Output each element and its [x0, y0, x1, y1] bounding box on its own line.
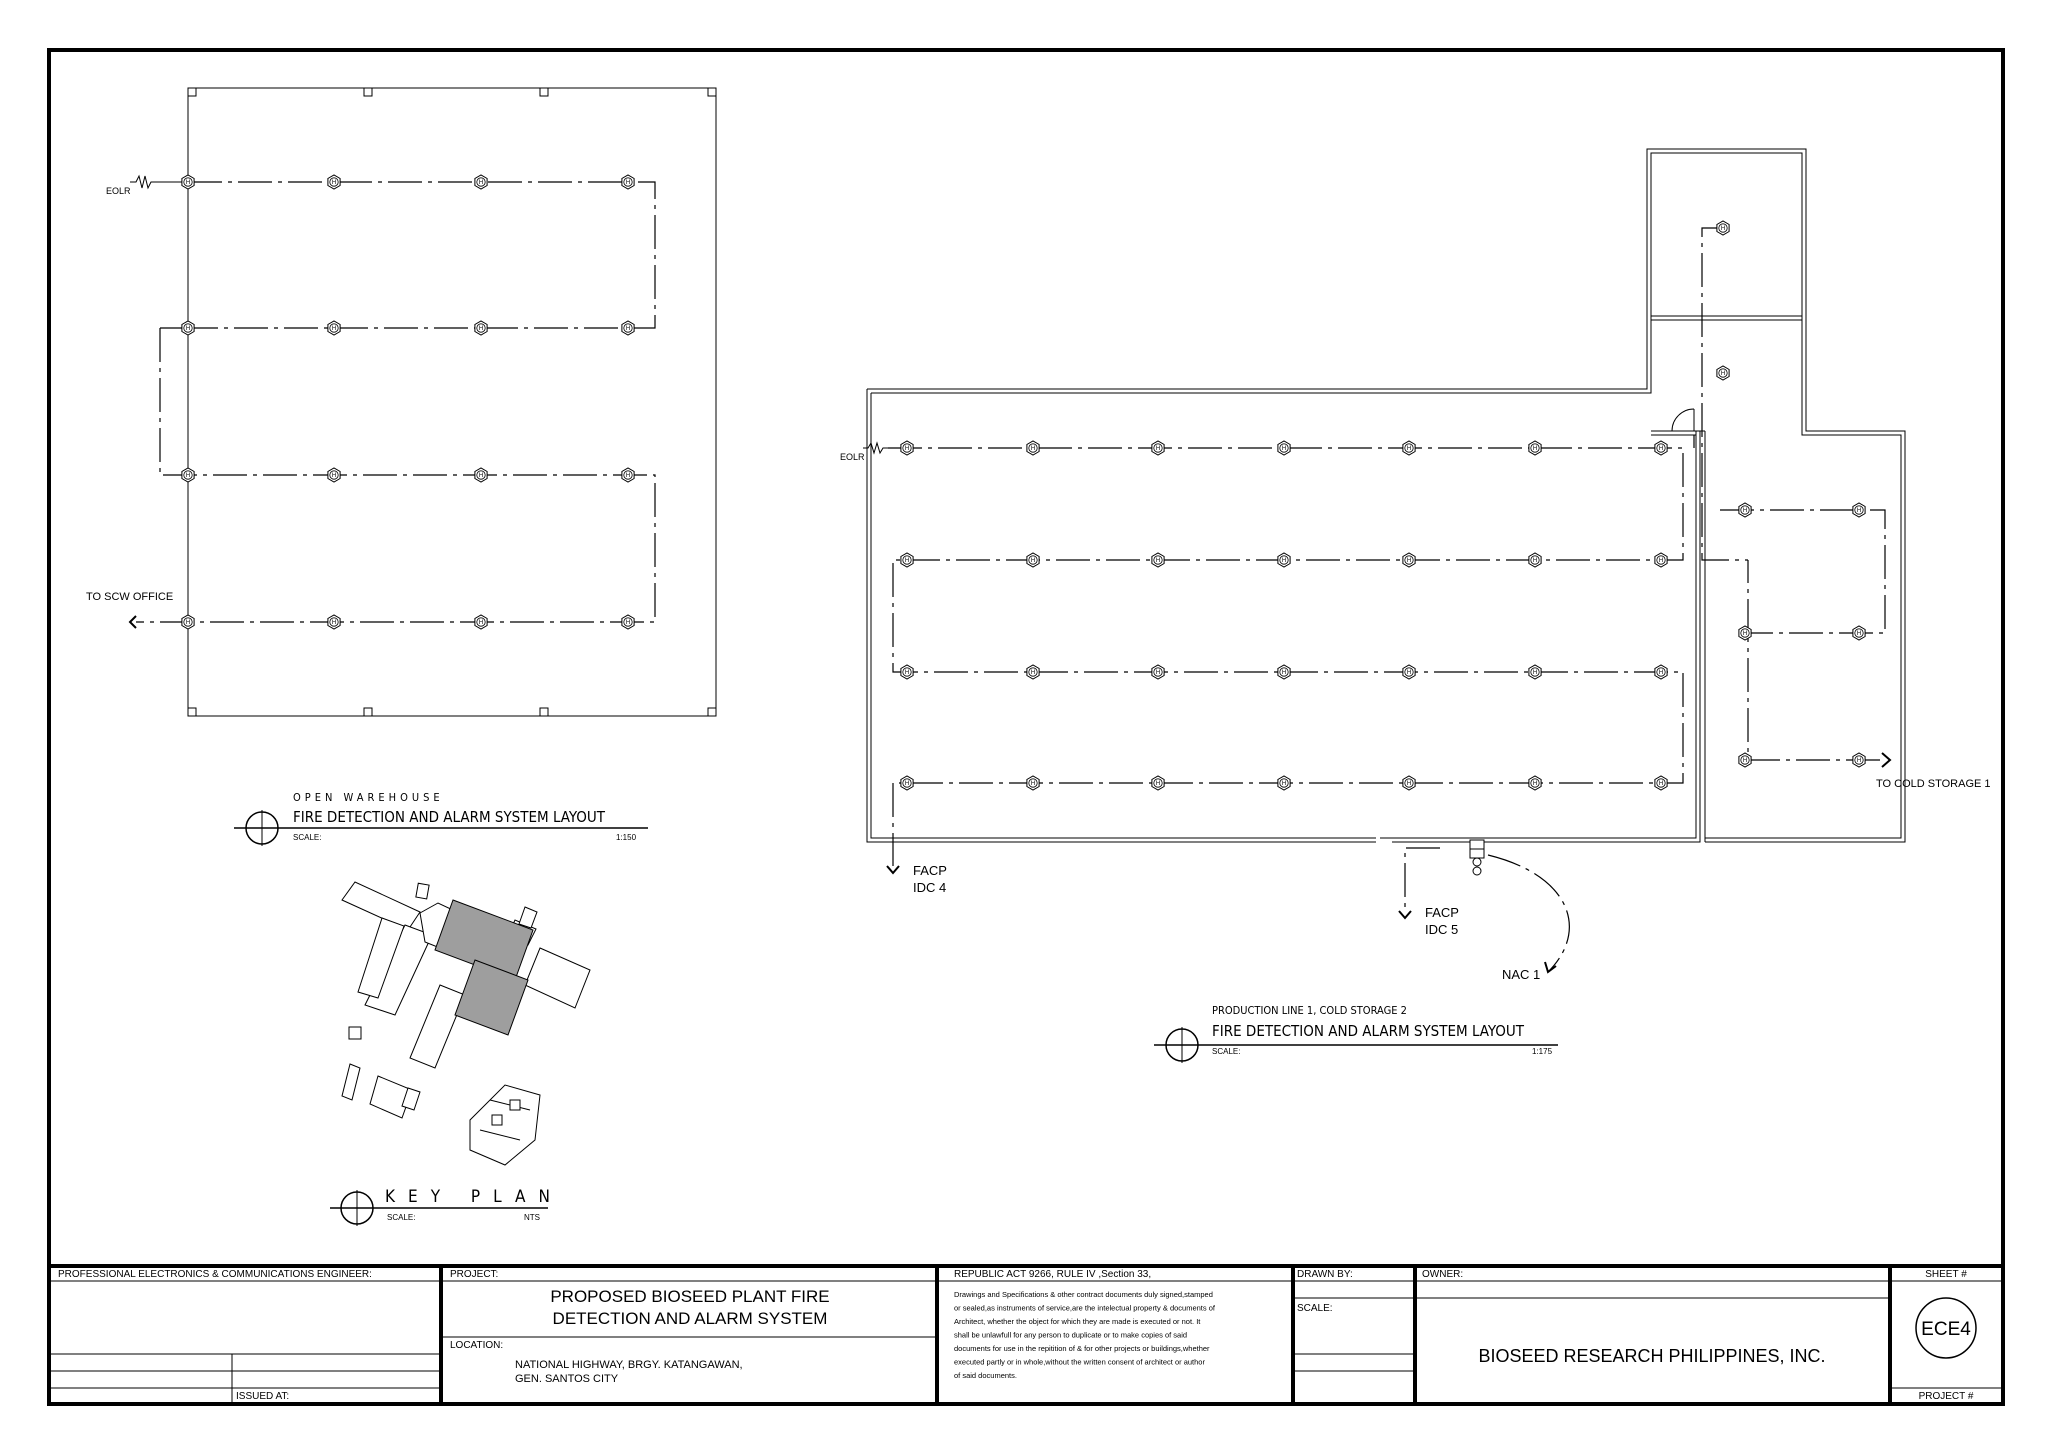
svg-text:H: H	[1856, 631, 1862, 638]
production-detectors	[901, 221, 1865, 790]
svg-text:H: H	[904, 558, 910, 565]
facp-idc4-line1: FACP	[913, 863, 947, 878]
smoke-detector-icon	[901, 553, 913, 567]
svg-text:H: H	[625, 326, 631, 333]
key-plan	[342, 882, 590, 1165]
svg-text:H: H	[185, 473, 191, 480]
facp-idc5-line2: IDC 5	[1425, 922, 1459, 937]
svg-text:H: H	[478, 180, 484, 187]
smoke-detector-icon	[1655, 776, 1667, 790]
nac-arrow	[1545, 962, 1556, 972]
smoke-detector-icon	[1853, 753, 1865, 767]
project-number-label: PROJECT #	[1918, 1391, 1974, 1402]
drawn-by-label: DRAWN BY:	[1297, 1269, 1353, 1280]
svg-text:H: H	[331, 326, 337, 333]
svg-text:H: H	[1658, 558, 1664, 565]
smoke-detector-icon	[182, 615, 194, 629]
svg-text:H: H	[478, 326, 484, 333]
smoke-detector-icon	[622, 321, 634, 335]
svg-text:H: H	[1030, 781, 1036, 788]
smoke-detector-icon	[1027, 776, 1039, 790]
warehouse-detectors	[182, 175, 634, 629]
svg-text:H: H	[904, 781, 910, 788]
location-line2: GEN. SANTOS CITY	[515, 1373, 619, 1385]
svg-text:H: H	[1742, 631, 1748, 638]
svg-text:H: H	[1281, 446, 1287, 453]
smoke-detector-icon	[1403, 776, 1415, 790]
smoke-detector-icon	[475, 175, 487, 189]
warehouse-title-main: FIRE DETECTION AND ALARM SYSTEM LAYOUT	[293, 808, 606, 826]
svg-text:H: H	[1406, 446, 1412, 453]
republic-act-line: Architect, whether the object for which they are made is executed or not. It	[954, 1317, 1201, 1326]
cold-storage-arrow	[1882, 753, 1890, 767]
smoke-detector-icon	[1717, 221, 1729, 235]
svg-text:H: H	[625, 473, 631, 480]
warehouse-eolr-label: EOLR	[106, 186, 131, 196]
engineer-label: PROFESSIONAL ELECTRONICS & COMMUNICATIONS ENGINEER:	[58, 1269, 372, 1280]
smoke-detector-icon	[328, 321, 340, 335]
facp-idc5-line1: FACP	[1425, 905, 1459, 920]
svg-text:H: H	[1281, 781, 1287, 788]
issued-at-label: ISSUED AT:	[236, 1391, 290, 1402]
warehouse-title-top: OPEN WAREHOUSE	[293, 791, 444, 804]
nac-label: NAC 1	[1502, 967, 1541, 982]
svg-text:H: H	[1155, 446, 1161, 453]
svg-text:H: H	[1720, 226, 1726, 233]
svg-text:H: H	[331, 473, 337, 480]
production-wiring	[888, 228, 1885, 910]
smoke-detector-icon	[182, 468, 194, 482]
smoke-detector-icon	[622, 175, 634, 189]
scale-label: SCALE:	[1297, 1303, 1333, 1314]
svg-text:H: H	[185, 326, 191, 333]
key-plan-title: KEY PLAN	[385, 1187, 563, 1207]
svg-text:H: H	[1155, 670, 1161, 677]
smoke-detector-icon	[1152, 441, 1164, 455]
svg-text:H: H	[331, 620, 337, 627]
smoke-detector-icon	[1717, 366, 1729, 380]
svg-text:H: H	[478, 620, 484, 627]
smoke-detector-icon	[475, 321, 487, 335]
svg-text:H: H	[1742, 758, 1748, 765]
production-scale-value: 1:175	[1532, 1047, 1553, 1056]
production-title-top: PRODUCTION LINE 1, COLD STORAGE 2	[1212, 1004, 1407, 1017]
production-plan	[867, 149, 1905, 842]
idc4-arrow	[887, 866, 899, 873]
smoke-detector-icon	[901, 776, 913, 790]
smoke-detector-icon	[1655, 553, 1667, 567]
smoke-detector-icon	[1403, 441, 1415, 455]
svg-text:H: H	[1658, 781, 1664, 788]
svg-text:H: H	[185, 180, 191, 187]
facp-panel	[1470, 840, 1484, 875]
smoke-detector-icon	[622, 615, 634, 629]
svg-text:H: H	[904, 446, 910, 453]
warehouse-scale-label: SCALE:	[293, 833, 322, 842]
svg-text:H: H	[1532, 558, 1538, 565]
republic-act-heading: REPUBLIC ACT 9266, RULE IV ,Section 33,	[954, 1269, 1152, 1280]
smoke-detector-icon	[1278, 441, 1290, 455]
key-plan-scale-value: NTS	[524, 1213, 540, 1222]
nac-circuit	[1488, 855, 1569, 972]
svg-text:H: H	[1658, 670, 1664, 677]
smoke-detector-icon	[182, 321, 194, 335]
to-office-arrow	[130, 616, 136, 628]
republic-act-line: of said documents.	[954, 1371, 1017, 1380]
idc5-arrow	[1399, 911, 1411, 918]
smoke-detector-icon	[1152, 776, 1164, 790]
svg-text:H: H	[1532, 446, 1538, 453]
smoke-detector-icon	[1152, 665, 1164, 679]
to-cold-storage-label: TO COLD STORAGE 1	[1876, 778, 1991, 790]
svg-text:H: H	[1281, 670, 1287, 677]
smoke-detector-icon	[1278, 665, 1290, 679]
smoke-detector-icon	[1739, 753, 1751, 767]
smoke-detector-icon	[901, 665, 913, 679]
owner-label: OWNER:	[1422, 1269, 1464, 1280]
svg-text:H: H	[478, 473, 484, 480]
key-plan-scale-label: SCALE:	[387, 1213, 416, 1222]
smoke-detector-icon	[1739, 503, 1751, 517]
smoke-detector-icon	[475, 615, 487, 629]
svg-text:H: H	[1742, 508, 1748, 515]
smoke-detector-icon	[1853, 503, 1865, 517]
owner-name: BIOSEED RESEARCH PHILIPPINES, INC.	[1478, 1346, 1826, 1366]
republic-act-line: shall be unlawfull for any person to duplicate or to make copies of said	[954, 1330, 1188, 1340]
warehouse-scale-value: 1:150	[616, 833, 637, 842]
location-line1: NATIONAL HIGHWAY, BRGY. KATANGAWAN,	[515, 1359, 743, 1371]
project-label: PROJECT:	[450, 1269, 499, 1280]
svg-text:H: H	[1532, 781, 1538, 788]
svg-text:H: H	[1030, 670, 1036, 677]
svg-text:H: H	[1856, 758, 1862, 765]
svg-text:H: H	[1030, 446, 1036, 453]
production-scale-label: SCALE:	[1212, 1047, 1241, 1056]
svg-text:H: H	[1658, 446, 1664, 453]
svg-text:H: H	[904, 670, 910, 677]
svg-text:H: H	[1856, 508, 1862, 515]
smoke-detector-icon	[1529, 776, 1541, 790]
smoke-detector-icon	[328, 615, 340, 629]
sheet-label: SHEET #	[1925, 1269, 1967, 1280]
smoke-detector-icon	[622, 468, 634, 482]
location-label: LOCATION:	[450, 1340, 504, 1351]
warehouse-wiring	[136, 182, 655, 622]
warehouse-plan	[86, 88, 716, 846]
smoke-detector-icon	[1403, 665, 1415, 679]
republic-act-line: executed partly or in whole,without the written consent of architect or author	[954, 1357, 1205, 1367]
svg-text:H: H	[1155, 781, 1161, 788]
svg-text:H: H	[625, 180, 631, 187]
project-title-line1: PROPOSED BIOSEED PLANT FIRE	[550, 1287, 830, 1306]
smoke-detector-icon	[1853, 626, 1865, 640]
smoke-detector-icon	[182, 175, 194, 189]
svg-text:H: H	[1406, 558, 1412, 565]
smoke-detector-icon	[1655, 441, 1667, 455]
svg-text:H: H	[1406, 670, 1412, 677]
smoke-detector-icon	[1027, 665, 1039, 679]
smoke-detector-icon	[1027, 553, 1039, 567]
smoke-detector-icon	[1278, 553, 1290, 567]
svg-text:H: H	[1030, 558, 1036, 565]
smoke-detector-icon	[1027, 441, 1039, 455]
production-eolr-label: EOLR	[840, 452, 865, 462]
smoke-detector-icon	[1278, 776, 1290, 790]
smoke-detector-icon	[901, 441, 913, 455]
sheet-number: ECE4	[1921, 1319, 1971, 1340]
svg-text:H: H	[625, 620, 631, 627]
smoke-detector-icon	[1403, 553, 1415, 567]
project-title-line2: DETECTION AND ALARM SYSTEM	[552, 1309, 828, 1328]
smoke-detector-icon	[475, 468, 487, 482]
smoke-detector-icon	[1152, 553, 1164, 567]
smoke-detector-icon	[1529, 665, 1541, 679]
svg-text:H: H	[1532, 670, 1538, 677]
smoke-detector-icon	[1655, 665, 1667, 679]
svg-text:H: H	[1406, 781, 1412, 788]
production-title-main: FIRE DETECTION AND ALARM SYSTEM LAYOUT	[1212, 1022, 1525, 1040]
smoke-detector-icon	[1529, 553, 1541, 567]
republic-act-text	[954, 1290, 1216, 1380]
svg-text:H: H	[185, 620, 191, 627]
svg-text:H: H	[331, 180, 337, 187]
smoke-detector-icon	[1529, 441, 1541, 455]
republic-act-line: Drawings and Specifications & other contract documents duly signed,stamped	[954, 1290, 1213, 1299]
svg-text:H: H	[1720, 371, 1726, 378]
to-office-label: TO SCW OFFICE	[86, 591, 174, 603]
smoke-detector-icon	[328, 468, 340, 482]
svg-text:H: H	[1155, 558, 1161, 565]
svg-text:H: H	[1281, 558, 1287, 565]
republic-act-line: or sealed,as instruments of service,are the intelectual property & documents of	[954, 1303, 1215, 1313]
smoke-detector-icon	[328, 175, 340, 189]
republic-act-line: documents for use in the repitition of & for other projects or buildings,whether	[954, 1344, 1210, 1353]
eolr-resistor	[130, 176, 191, 188]
smoke-detector-icon	[1739, 626, 1751, 640]
facp-idc4-line2: IDC 4	[913, 880, 947, 895]
